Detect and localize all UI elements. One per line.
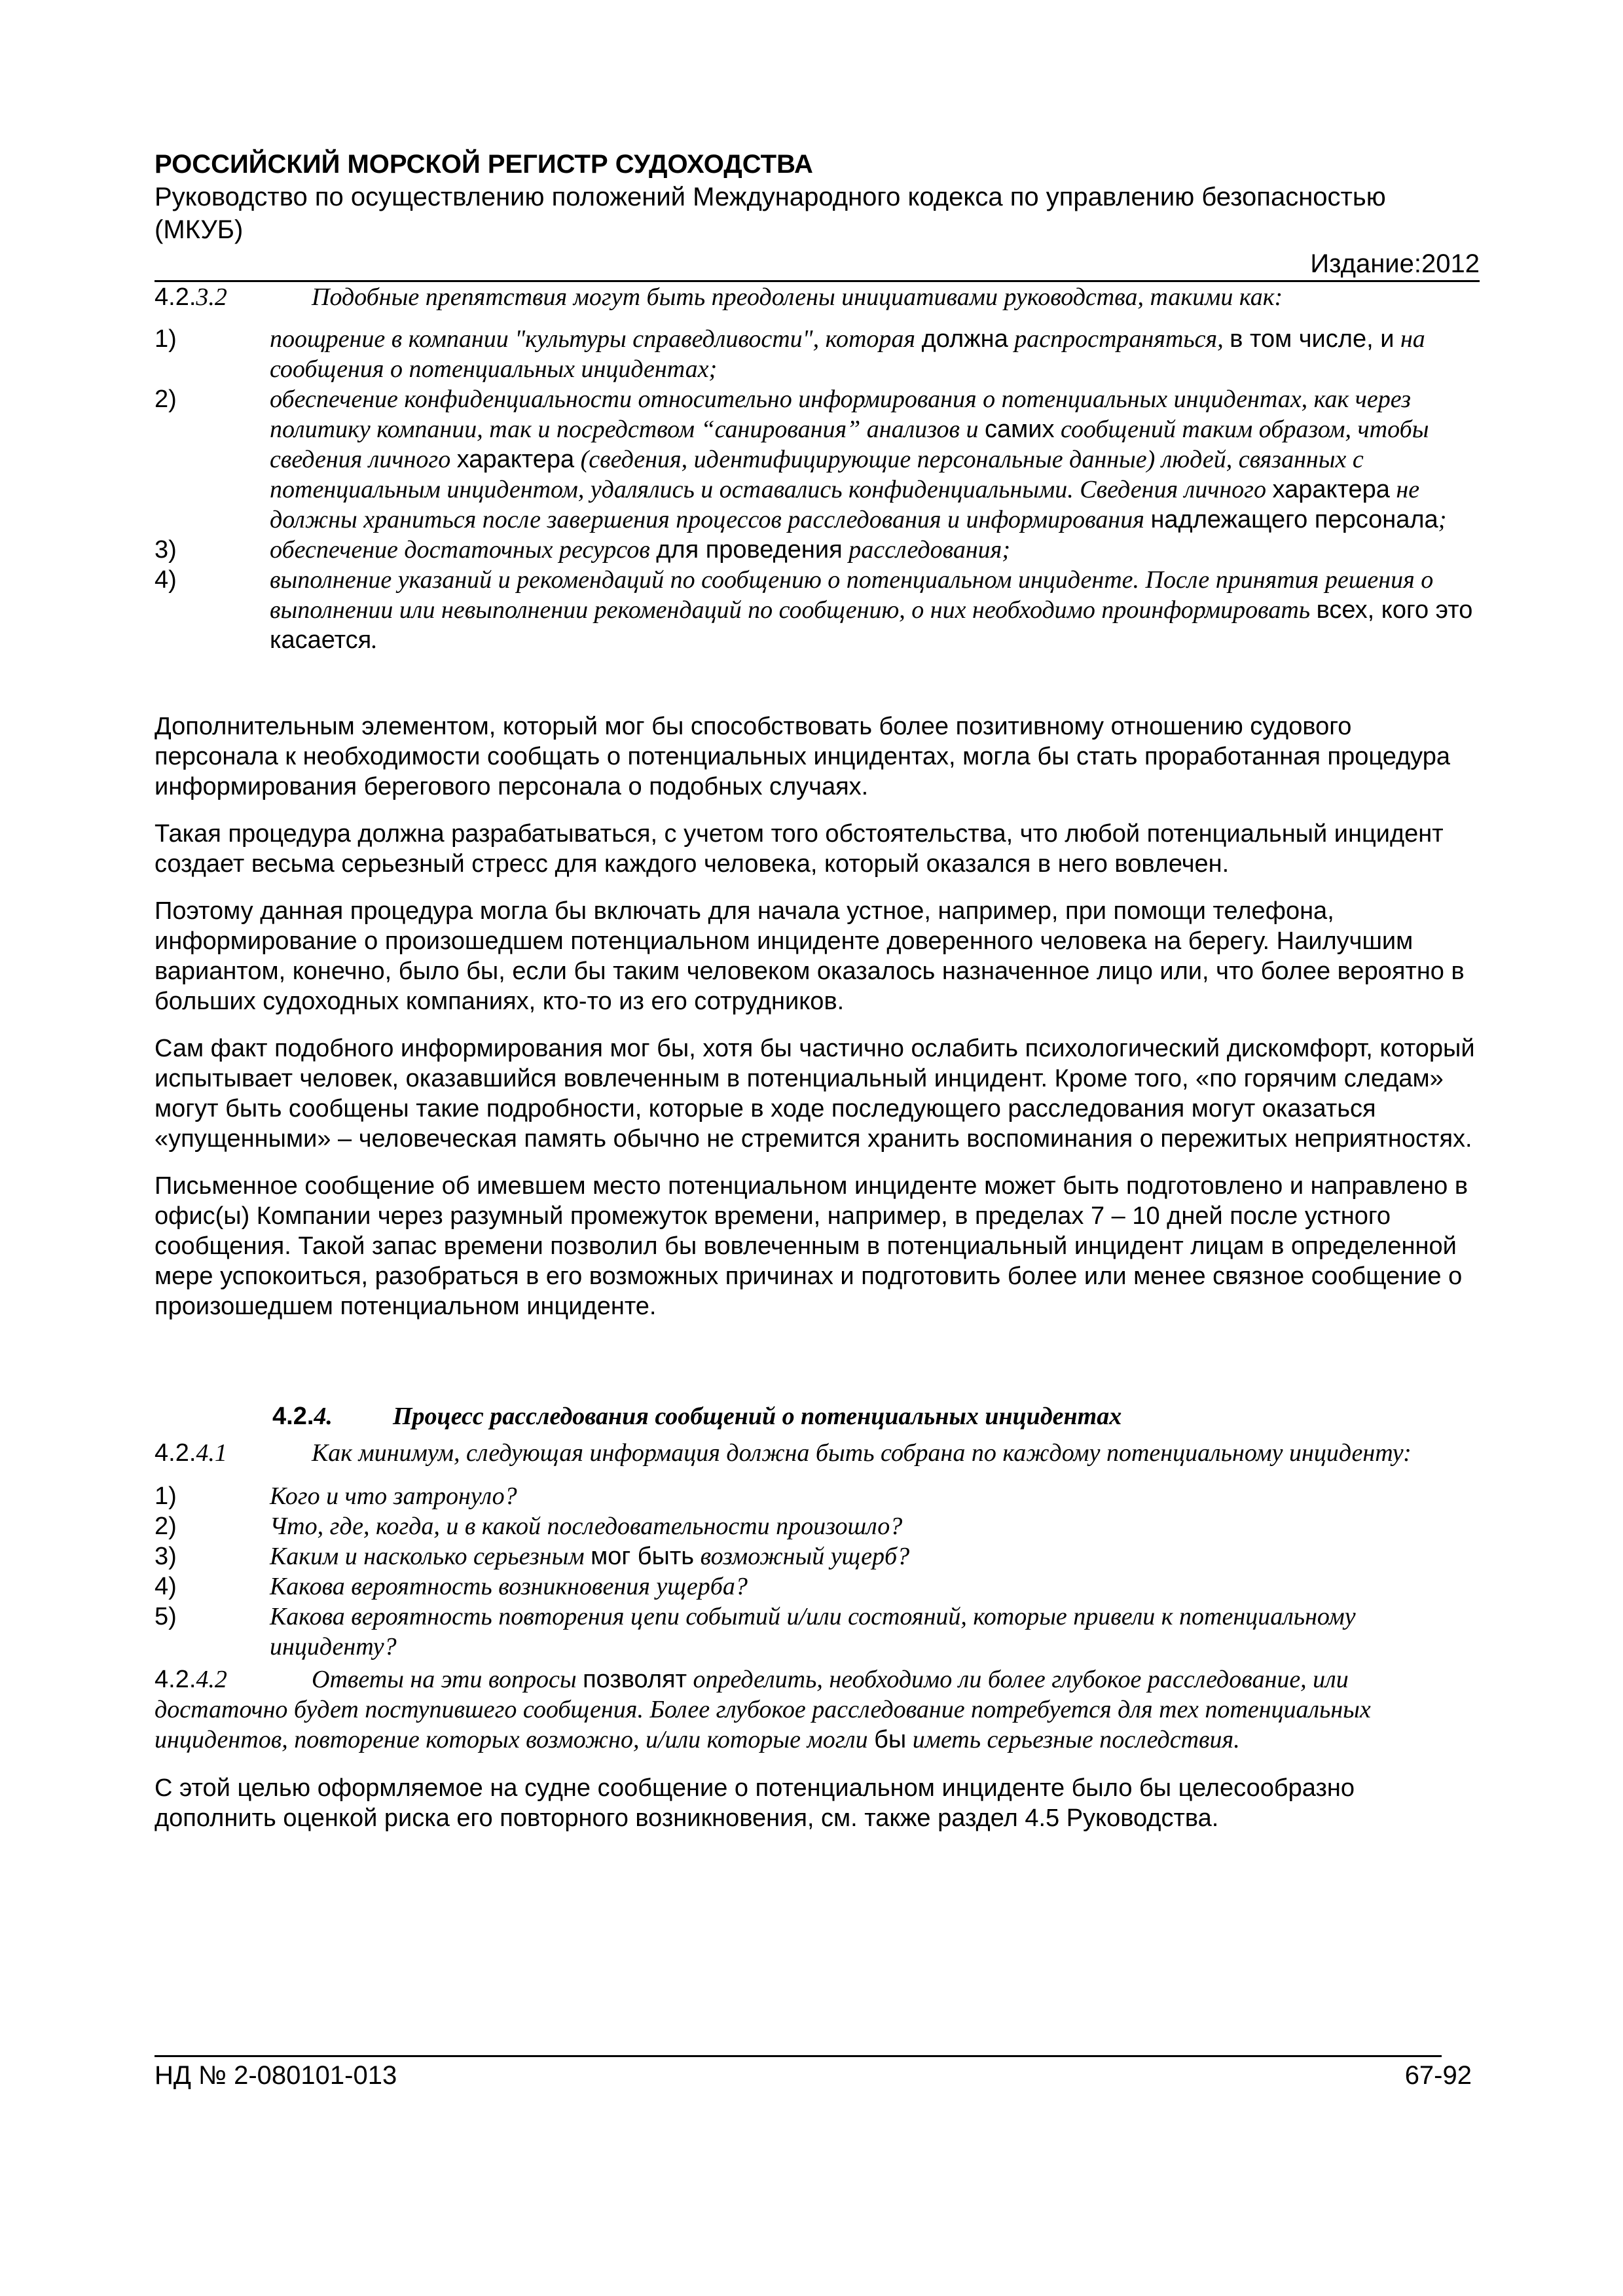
- page-footer: [155, 2059, 1472, 2092]
- italic-run: иметь серьезные последствия.: [906, 1726, 1240, 1753]
- italic-run: Какова вероятность возникновения ущерба?: [270, 1573, 748, 1600]
- list-marker: 2): [155, 386, 177, 413]
- regular-run: бы: [874, 1726, 907, 1753]
- clause-4-2-4-2: [155, 1664, 1480, 1755]
- list-marker: 1): [155, 1482, 177, 1510]
- italic-run: обеспечение конфиденциальности относительно информирования о потенциальных инцидентах, как через политику компании, так и посредством “санирования” анализов и: [270, 386, 1411, 443]
- body-paragraph: Письменное сообщение об имевшем место потенциальном инциденте может быть подготовлено и направлено в офис(ы) Компании через разумный промежуток времени, например, в пределах 7 – 10 дней после устного сообщения. Такой запас времени позволил бы вовлеченным в потенциальный инцидент лицам в определенной мере успокоиться, разобраться в его возможных причинах и подготовить более или менее связное сообщение о произошедшем потенциальном инциденте.: [155, 1172, 1468, 1320]
- regular-run: надлежащего персонала: [1150, 506, 1438, 533]
- italic-run: Кого и что затронуло?: [270, 1482, 517, 1510]
- list-item: [155, 1541, 1480, 1571]
- italic-run: Ответы на эти вопросы: [312, 1666, 583, 1693]
- clause-text: Подобные препятствия могут быть преодолены инициативами руководства, такими как:: [312, 283, 1283, 311]
- list-marker: 5): [155, 1603, 177, 1630]
- italic-run: Что, где, когда, и в какой последовательности произошло?: [270, 1513, 903, 1540]
- list-item: [155, 324, 1480, 384]
- clause-4-2-3-2: [155, 282, 1480, 312]
- list-item: [155, 384, 1480, 535]
- page-content: [155, 148, 1480, 1833]
- italic-run: выполнение указаний и рекомендаций по сообщению о потенциальном инциденте. После принятия решения о выполнении или невыполнении рекомендаций по сообщению, о них необходимо проинформировать: [270, 566, 1434, 624]
- italic-run: ;: [1438, 506, 1447, 533]
- italic-run: расследования;: [842, 536, 1010, 564]
- regular-run: должна: [921, 325, 1008, 353]
- italic-run: не должны храниться после завершения процессов расследования и информирования: [270, 476, 1420, 533]
- organization-name: РОССИЙСКИЙ МОРСКОЙ РЕГИСТР СУДОХОДСТВА: [155, 150, 813, 179]
- list-marker: 3): [155, 1543, 177, 1570]
- regular-run: всех, кого это касается: [270, 596, 1473, 654]
- questions-list: [155, 1481, 1480, 1662]
- regular-run: для проведения: [656, 536, 843, 564]
- body-paragraph: Дополнительным элементом, который мог бы способствовать более позитивному отношению судового персонала к необходимости сообщать о потенциальных инцидентах, могла бы стать проработанная процедура информирования берегового персонала о подобных случаях.: [155, 713, 1451, 800]
- clause-text: Как минимум, следующая информация должна быть собрана по каждому потенциальному инциденту:: [312, 1439, 1412, 1467]
- document-subtitle: Руководство по осуществлению положений Международного кодекса по управлению безопасностью (МКУБ): [155, 183, 1386, 244]
- final-paragraph: С этой целью оформляемое на судне сообщение о потенциальном инциденте было бы целесообразно дополнить оценкой риска его повторного возникновения, см. также раздел 4.5 Руководства.: [155, 1774, 1355, 1832]
- list-item: [155, 1602, 1480, 1662]
- edition-label: Издание:2012: [1310, 249, 1480, 278]
- list-item: [155, 565, 1480, 655]
- italic-run: Каким и насколько серьезным: [270, 1543, 591, 1570]
- body-paragraphs: [155, 711, 1480, 1321]
- italic-run: (сведения, идентифицирующие персональные данные) людей, связанных с потенциальным инцидентом, удалялись и оставались конфиденциальными. Сведения личного: [270, 446, 1364, 503]
- page-number: 67-92: [1404, 2061, 1472, 2090]
- regular-run: характера: [456, 446, 575, 473]
- italic-run: Какова вероятность повторения цепи событий и/или состояний, которые привели к потенциальному инциденту?: [270, 1603, 1356, 1660]
- body-paragraph: Сам факт подобного информирования мог бы, хотя бы частично ослабить психологический дискомфорт, который испытывает человек, оказавшийся вовлеченным в потенциальный инцидент. Кроме того, «по горячим следам» могут быть сообщены такие подробности, которые в ходе последующего расследования могут оказаться «упущенными» – человеческая память обычно не стремится хранить воспоминания о пережитых неприятностях.: [155, 1035, 1475, 1153]
- regular-run: позволят: [583, 1666, 687, 1693]
- list-marker: 4): [155, 1573, 177, 1600]
- list-marker: 4): [155, 566, 177, 594]
- italic-run: возможный ущерб?: [694, 1543, 910, 1570]
- document-number: НД № 2-080101-013: [155, 2061, 397, 2090]
- list-item: [155, 1481, 1480, 1511]
- regular-run: самих: [984, 416, 1055, 443]
- list-marker: 3): [155, 536, 177, 564]
- list-item: [155, 535, 1480, 565]
- measures-list: [155, 324, 1480, 655]
- italic-run: распространяться,: [1008, 325, 1230, 353]
- section-title: Процесс расследования сообщений о потенциальных инцидентах: [393, 1403, 1122, 1430]
- italic-run: на сообщения о потенциальных инцидентах;: [270, 325, 1425, 383]
- list-item: [155, 1571, 1480, 1602]
- italic-run: определить, необходимо ли более глубокое расследование, или достаточно будет поступившего сообщения. Более глубокое расследование потребуется для тех потенциальных инцидентов, повторение которых возможно, и/или которые могли: [155, 1666, 1371, 1753]
- clause-number: 4.2.3.2: [155, 283, 227, 311]
- section-heading-4-2-4: 4.2.4. Процесс расследования сообщений о потенциальных инцидентах: [272, 1403, 1122, 1430]
- clause-4-2-4-1: [155, 1438, 1480, 1468]
- body-paragraph: Поэтому данная процедура могла бы включать для начала устное, например, при помощи телефона, информирование о произошедшем потенциальном инциденте доверенного человека на берегу. Наилучшим вариантом, конечно, было бы, если бы таким человеком оказалось назначенное лицо или, что более вероятно в больших судоходных компаниях, кто-то из его сотрудников.: [155, 897, 1465, 1015]
- list-item: [155, 1511, 1480, 1541]
- clause-number: 4.2.4.1: [155, 1439, 227, 1467]
- clause-number: 4.2.4.2: [155, 1666, 227, 1693]
- clause-text: [155, 1666, 1371, 1753]
- italic-run: сообщений таким образом, чтобы сведения личного: [270, 416, 1429, 473]
- regular-run: мог быть: [591, 1543, 695, 1570]
- regular-run: характера: [1272, 476, 1390, 503]
- regular-run: в том числе, и: [1230, 325, 1395, 353]
- body-paragraph: Такая процедура должна разрабатываться, с учетом того обстоятельства, что любой потенциальный инцидент создает весьма серьезный стресс для каждого человека, который оказался в него вовлечен.: [155, 820, 1444, 878]
- list-marker: 1): [155, 325, 177, 353]
- footer-divider: [155, 2055, 1442, 2057]
- italic-run: поощрение в компании "культуры справедливости", которая: [270, 325, 922, 353]
- italic-run: обеспечение достаточных ресурсов: [270, 536, 657, 564]
- list-marker: 2): [155, 1513, 177, 1540]
- italic-run: .: [371, 626, 378, 654]
